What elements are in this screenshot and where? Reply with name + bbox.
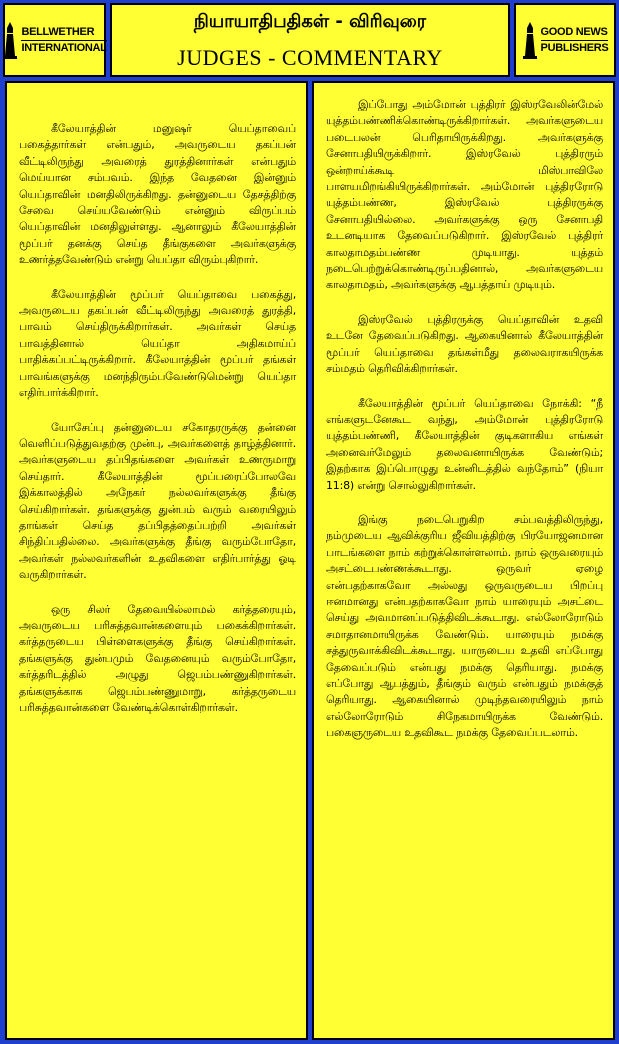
good-news-logo — [514, 3, 616, 77]
title-english: JUDGES - COMMENTARY — [177, 45, 443, 70]
paragraph: இங்கு நடைபெறுகிற சம்பவத்திலிருந்து, நம்முடைய ஆவிக்குரிய ஜீவியத்திற்கு பிரயோஜனமான பாடங்களை நாம் கற்றுக்கொள்ளலாம். நாம் ஒருவரையும் அசட்டைபண்ணக்கூடாது. ஒருவர் ஏழை என்பதற்காகவோ அல்லது ஒருவருடைய பிறப்பு ஈனமானது என்பதற்காகவோ நாம் யாரையும் அசட்டை செய்து அவமானப்படுத்திவிடக்கூடாது. எல்லோரோடும் சமாதானமாயிருக்க வேண்டும். யாரையும் நமக்கு சத்துருவாக்கிவிடக்கூடாது. யாருடைய உதவி எப்போது தேவைப்படும் என்பது நமக்கு தெரியாது. நமக்கு எப்போது ஆபத்தும், தீங்கும் வரும் என்பதும் நமக்குத் தெரியாது. ஆகையினால் முடிந்தவரையிலும் நாம் எல்லோரோடும் சிநேகமாயிருக்க வேண்டும். பகைஞருடைய உதவிகூட நமக்கு தேவைப்படலாம். — [326, 512, 603, 740]
right-logo-line2: PUBLISHERS — [540, 41, 609, 54]
right-logo-line1: GOOD NEWS — [541, 25, 609, 41]
paragraph: யோசேப்பு தன்னுடைய சகோதரருக்கு தன்னை வெளிப்படுத்துவதற்கு முன்பு, அவர்களைத் தாழ்த்தினார். அவர்களுடைய தப்பிதங்களை அவர்கள் உணருமாறு செய்தார். கீலேயாத்தின் மூப்பரைப்போலவே இக்காலத்தில் அநேகர் நல்லவர்களுக்கு தீங்கு செய்கிறார்கள். தங்களுக்கு துன்பம் வரும் வரையிலும் தாங்கள் செய்த தப்பிதத்தைப்பற்றி அவர்கள் சிந்திப்பதில்லை. அவர்களுக்கு தீங்கு வரும்போதோ, அவர்கள் நல்லவர்களின் உதவிகளை எதிர்பார்த்து ஓடி வருகிறார்கள். — [19, 420, 296, 582]
paragraph: ஒரு சிலர் தேவையில்லாமல் கர்த்தரையும், அவருடைய பரிசுத்தவான்களையும் பகைக்கிறார்கள். கர்த்தருடைய பிள்ளைகளுக்கு தீங்கு செய்கிறார்கள். தங்களுக்கு துன்பமும் வேதனையும் வரும்போதோ, கர்த்தரிடத்தில் அழுது ஜெபம்பண்ணுகிறார்கள். தங்களுக்காக ஜெபம்பண்ணுமாறு, கர்த்தருடைய பரிசுத்தவான்களை வேண்டிக்கொள்கிறார்கள். — [19, 602, 296, 714]
title-banner — [110, 3, 510, 77]
paragraph: கீலேயாத்தின் மூப்பர் யெப்தாவை பகைத்து, அவருடைய தகப்பன் வீட்டிலிருந்து அவரைத் துரத்தி, பாவம் செய்திருக்கிறார்கள். அவர்கள் செய்த பாவத்தினால் யெப்தா அதிகமாய்ப் பாதிக்கப்பட்டிருக்கிறார். கீலேயாத்தின் மூப்பர் தங்கள் பாவங்களுக்கு மனந்திரும்பவேண்டுமென்று யெப்தா எதிர்பார்க்கிறார். — [19, 287, 296, 400]
paragraph: கீலேயாத்தின் மனுஷர் யெப்தாவைப் பகைத்தார்கள் என்பதும், அவருடைய தகப்பன் வீட்டிலிருந்து அவரைத் துரத்தினார்கள் என்பதும் மெய்யான சம்பவம். இந்த வேதனை இன்னும் யெப்தாவின் மனதிலிருக்கிறது. தன்னுடைய தேசத்திற்கு சேவை செய்யவேண்டும் என்னும் விருப்பம் யெப்தாவின் மனதிலுள்ளது. ஆனாலும் கீலேயாத்தின் மூப்பர் தனக்கு செய்த தீங்குகளை அவர்களுக்கு உணர்த்தவேண்டும் என்று யெப்தா விரும்புகிறார். — [19, 122, 296, 267]
paragraph: இஸ்ரவேல் புத்திரருக்கு யெப்தாவின் உதவி உடனே தேவைப்படுகிறது. ஆகையினால் கீலேயாத்தின் மூப்பர் யெப்தாவை தங்கள்மீது தலைவராகயிருக்க சம்மதம் தெரிவிக்கிறார்கள். — [326, 312, 603, 376]
right-column — [312, 81, 615, 1040]
left-column — [5, 81, 308, 1040]
paragraph: கீலேயாத்தின் மூப்பர் யெப்தாவை நோக்கி: “நீ எங்களுடனேகூட வந்து, அம்மோன் புத்திரரோடு யுத்தம்பண்ணி, கீலேயாத்தின் குடிகளாகிய எங்கள் அனைவர்மேலும் தலைவனாயிருக்க வேண்டும்; இதற்காக இப்பொழுது உன்னிடத்தில் வந்தோம்” (நியா 11:8) என்று சொல்லுகிறார்கள். — [326, 396, 603, 492]
bellwether-logo — [3, 3, 106, 77]
lighthouse-icon — [2, 20, 18, 60]
paragraph: இப்போது அம்மோன் புத்திரர் இஸ்ரவேலின்மேல் யுத்தம்பண்ணிக்கொண்டிருக்கிறார்கள். அவர்களுடைய படைபலன் பெரிதாயிருக்கிறது. அவர்களுக்கு சேனாபதியிருக்கிறார். இஸ்ரவேல் புத்திரரும் ஒன்றாய்க்கூடி மிஸ்பாவிலே பாளயமிறங்கியிருக்கிறார்கள். அம்மோன் புத்திரரோடு யுத்தம்பண்ண, இஸ்ரவேல் புத்திரருக்கு சேனாபதியில்லை. அவர்களுக்கு ஒரு சேனாபதி உடனடியாக தேவைப்படுகிறார். இஸ்ரவேல் புத்திரர் காலதாமதம்பண்ண முடியாது. யுத்தம் நடைபெற்றுக்கொண்டிருப்பதினால், அவர்களுடைய காலதாமதம், அவர்களுக்கு ஆபத்தாய் முடியும். — [326, 98, 603, 292]
left-logo-line1: BELLWETHER — [21, 25, 106, 41]
left-logo-line2: INTERNATIONAL — [21, 41, 107, 54]
lighthouse-icon — [522, 20, 538, 60]
title-tamil: நியாயாதிபதிகள் - விரிவுரை — [193, 11, 427, 32]
